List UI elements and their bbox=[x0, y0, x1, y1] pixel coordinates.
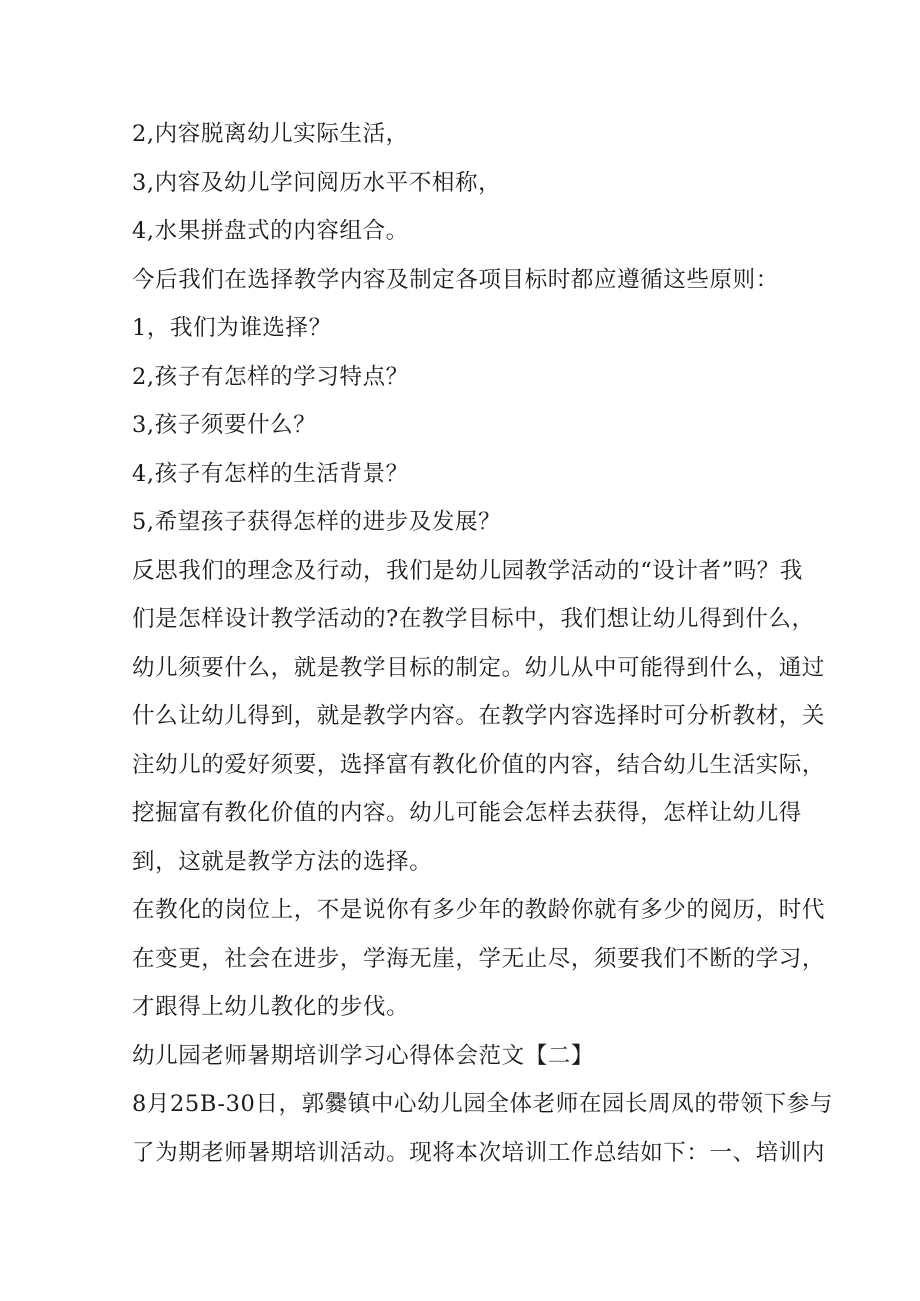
paragraph-line: 到，这就是教学方法的选择。 bbox=[132, 848, 433, 875]
section-title bbox=[132, 1032, 792, 1081]
question-text: 3,孩子须要什么？ bbox=[132, 412, 317, 438]
reflection-paragraph bbox=[132, 547, 826, 887]
question-item bbox=[132, 450, 792, 499]
paragraph-line: 们是怎样设计教学活动的?在教学目标中，我们想让幼儿得到什么， bbox=[132, 606, 815, 632]
question-text: 4,孩子有怎样的生活背景？ bbox=[132, 460, 409, 487]
question-text: 5,希望孩子获得怎样的进步及发展？ bbox=[132, 509, 502, 535]
question-item bbox=[132, 353, 792, 402]
question-item bbox=[132, 304, 792, 353]
principle-intro-text: 今后我们在选择教学内容及制定各项目标时都应遵循这些原则： bbox=[132, 266, 779, 293]
list-item-text: 2,内容脱离幼儿实际生活， bbox=[132, 121, 409, 147]
document-body bbox=[132, 110, 833, 1177]
paragraph-line: 在教化的岗位上，不是说你有多少年的教龄你就有多少的阅历，时代 bbox=[132, 897, 826, 923]
paragraph-line: 了为期老师暑期培训活动。现将本次培训工作总结如下：一、培训内 bbox=[132, 1139, 826, 1166]
list-item bbox=[132, 207, 792, 256]
list-item-text: 4,水果拼盘式的内容组合。 bbox=[132, 218, 409, 244]
paragraph-line: 幼儿须要什么，就是教学目标的制定。幼儿从中可能得到什么，通过 bbox=[132, 654, 826, 681]
question-text: 2,孩子有怎样的学习特点？ bbox=[132, 363, 409, 390]
summary-paragraph bbox=[132, 1080, 833, 1177]
question-text: 1，我们为谁选择？ bbox=[132, 315, 332, 341]
paragraph-line: 挖掘富有教化价值的内容。幼儿可能会怎样去获得，怎样让幼儿得 bbox=[132, 800, 802, 826]
paragraph-line: 在变更，社会在进步，学海无崖，学无止尽，须要我们不断的学习， bbox=[132, 945, 826, 972]
question-item bbox=[132, 498, 792, 547]
list-item-text: 3,内容及幼儿学问阅历水平不相称， bbox=[132, 169, 502, 196]
paragraph-line: 反思我们的理念及行动，我们是幼儿园教学活动的“设计者”吗？我 bbox=[132, 557, 804, 584]
paragraph-line: 什么让幼儿得到，就是教学内容。在教学内容选择时可分析教材，关 bbox=[132, 703, 826, 729]
principle-intro bbox=[132, 256, 792, 305]
paragraph-line: 注幼儿的爱好须要，选择富有教化价值的内容，结合幼儿生活实际， bbox=[132, 751, 826, 778]
paragraph-line: 才跟得上幼儿教化的步伐。 bbox=[132, 994, 410, 1020]
question-item bbox=[132, 401, 792, 450]
paragraph-line: 8月25B-30日，郭爨镇中心幼儿园全体老师在园长周凤的带领下参与 bbox=[132, 1091, 833, 1117]
list-item bbox=[132, 110, 792, 159]
section-title-text: 幼儿园老师暑期培训学习心得体会范文【二】 bbox=[132, 1042, 595, 1069]
list-item bbox=[132, 159, 792, 208]
post-paragraph bbox=[132, 886, 826, 1032]
